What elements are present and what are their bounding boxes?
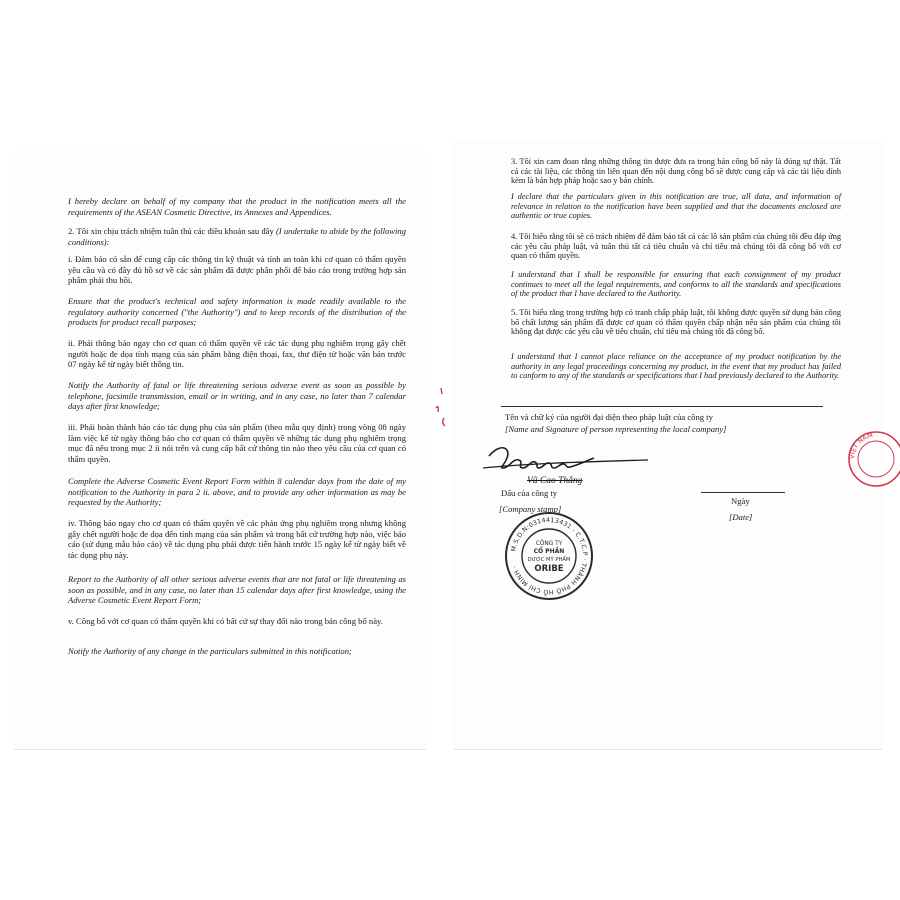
clause-iv-english: Report to the Authority of all other serious adverse events that are not fatal or life threatening as soon as possible, and in any case, no later than 15 calendar days after first knowledge, using the Adverse Cosmetic Event Report Form; [68,574,406,606]
signature-heading-english: [Name and Signature of person representing the local company] [505,424,727,434]
clause-2-vietnamese: 2. Tôi xin chịu trách nhiệm tuân thủ các điều khoản sau đây [68,226,274,236]
clause-2-english: (I undertake to abide by the following conditions): [68,226,406,247]
clause-3-english: I declare that the particulars given in this notification are true, all data, and information of relevance in relation to the notification have been supplied and that the documents enclosed are authentic or true copies. [511,192,841,221]
date-label-english: [Date] [729,512,753,522]
clause-v-vietnamese: v. Công bố với cơ quan có thẩm quyền khi có bất cứ sự thay đổi nào trong bản công bố này. [68,616,383,626]
stamp-line-2: CỔ PHẦN [533,548,565,555]
red-edge-stamp-text: VIỆT NAM [847,431,874,460]
document-page-left [14,150,426,750]
date-line [701,492,785,493]
red-edge-stamp [846,428,900,490]
clause-i-vietnamese: i. Đảm bảo có sẵn để cung cấp các thông tin kỹ thuật và tính an toàn khi cơ quan có thẩm quyền yêu cầu và có đầy đủ hồ sơ về các sản phẩm đã được phân phối để báo cáo trong trường hợp sản phẩm phải thu hồi. [68,254,406,286]
signature-heading-vietnamese: Tên và chữ ký của người đại diện theo pháp luật của công ty [505,412,713,422]
clause-ii-english: Notify the Authority of fatal or life threatening serious adverse event as soon as possible by telephone, facsimile transmission, email or in writing, and in any case, no later than 7 calendar days after first knowledge; [68,380,406,412]
clause-v-english: Notify the Authority of any change in the particulars submitted in this notification; [68,646,352,656]
stamp-line-1: CÔNG TY [535,541,563,547]
clause-5-english: I understand that I cannot place reliance on the acceptance of my product notification by the authority in any legal proceedings concerning my product, in the event that my product has failed to conform to any of the standards or specifications that I had previously declared to the Authority. [511,352,841,381]
clause-4-vietnamese: 4. Tôi hiểu rằng tôi sẽ có trách nhiệm để đảm bảo tất cả các lô sản phẩm của chúng tôi đều đáp ứng các yêu cầu pháp luật, và tuân thủ tất cả tiêu chuẩn và chỉ tiêu mà chúng tôi đã công bố với cơ quan có thẩm quyền. [511,232,841,261]
clause-2 [68,226,406,247]
clause-ii-vietnamese: ii. Phải thông báo ngay cho cơ quan có thẩm quyền về các tác dụng phụ nghiêm trọng gây chết người hoặc đe dọa tính mạng của sản phẩm bằng điện thoại, fax, thư điện tử hoặc văn bản trước 07 ngày kể từ ngày biết thông tin. [68,338,406,370]
stamp-line-3: DƯỢC MỸ PHẨM [527,557,571,563]
document-page-right [453,140,883,750]
clause-iii-english: Complete the Adverse Cosmetic Event Report Form within 8 calendar days from the date of my notification to the Authority in para 2 ii. above, and to provide any other information as may be requested by the Authority; [68,476,406,508]
company-stamp-label-english: [Company stamp] [499,504,562,514]
clause-5-vietnamese: 5. Tôi hiểu rằng trong trường hợp có tranh chấp pháp luật, tôi không được quyền sử dụng bản công bố chất lượng sản phẩm đã được cơ quan có thẩm quyền chấp nhận nếu sản phẩm của chúng tôi không đạt được các yêu cầu về tiêu chuẩn, chỉ tiêu mà chúng tôi đã công bố. [511,308,841,337]
date-label-vietnamese: Ngày [731,496,750,506]
clause-iv-vietnamese: iv. Thông báo ngay cho cơ quan có thẩm quyền về các phản ứng phụ nghiêm trọng nhưng không gây chết người hoặc đe dọa đến tính mạng của sản phẩm và trong bất cứ trường hợp nào, việc báo cáo (sử dụng mẫu báo cáo) về tác dụng phụ phải được tiến hành trước 15 ngày kể từ ngày biết về tác dụng phụ này. [68,518,406,560]
company-stamp-label-vietnamese: Dấu của công ty [501,488,558,498]
clause-3-vietnamese: 3. Tôi xin cam đoan rằng những thông tin được đưa ra trong bản công bố này là đúng sự thật. Tất cả các tài liệu, các thông tin liên quan đến nội dung công bố sẽ được cung cấp và các tài liệu đính kèm là bản hợp pháp hoặc sao y bản chính. [511,157,841,186]
divider-line [501,406,823,407]
stamp-ring-text: M.S.D.N:0314413431 - C.T.C.P · THÀNH PHỐ HỒ CHÍ MINH · [510,516,589,596]
company-round-stamp [503,510,595,602]
signer-name: Vũ Cao Thắng [527,476,583,486]
declaration-english: I hereby declare on behalf of my company that the product in the notification meets all the requirements of the ASEAN Cosmetic Directive, its Annexes and Appendices. [68,196,406,217]
clause-i-english: Ensure that the product's technical and safety information is made readily available to the regulatory authority concerned ("the Authority") and to keep records of the distribution of the products for product recall purposes; [68,296,406,328]
clause-4-english: I understand that I shall be responsible for ensuring that each consignment of my product continues to meet all the legal requirements, and conforms to all the standards and specifications of the product that I have declared to the Authority. [511,270,841,299]
handwritten-signature [483,436,653,476]
stamp-line-4: ORIBE [534,564,564,574]
clause-iii-vietnamese: iii. Phải hoàn thành báo cáo tác dụng phụ của sản phẩm (theo mẫu quy định) trong vòng 08 ngày làm việc kể từ ngày thông báo cho cơ quan có thẩm quyền về những tác dụng phụ nghiêm trọng mục đã nêu trong mục 2 ii nói trên và cung cấp bất cứ thông tin nào theo yêu cầu của cơ quan có thẩm quyền. [68,422,406,464]
red-ink-mark [432,378,450,438]
